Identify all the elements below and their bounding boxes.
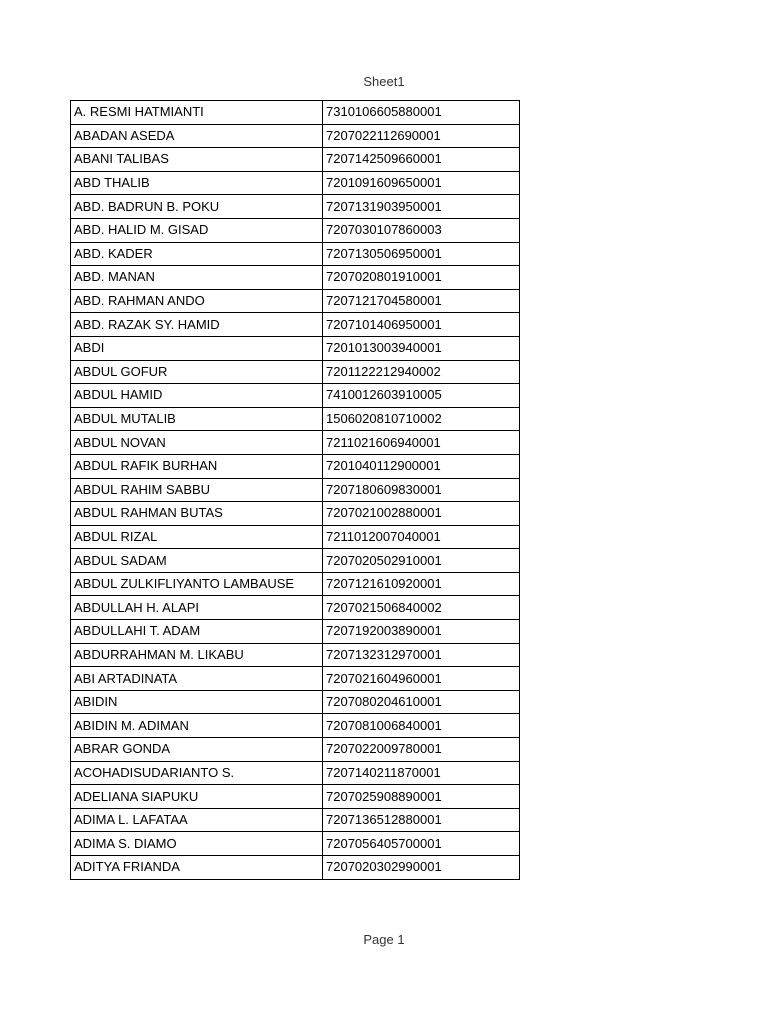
table-row	[71, 738, 520, 762]
name-cell: ABD. MANAN	[71, 266, 323, 290]
name-cell: ABDUL ZULKIFLIYANTO LAMBAUSE	[71, 572, 323, 596]
table-row	[71, 218, 520, 242]
table-row	[71, 336, 520, 360]
table-row	[71, 171, 520, 195]
nik-cell: 7211021606940001	[323, 431, 520, 455]
name-cell: ABDUL RAHMAN BUTAS	[71, 502, 323, 526]
name-cell: ADELIANA SIAPUKU	[71, 785, 323, 809]
name-cell: ABIDIN	[71, 690, 323, 714]
name-cell: ABDULLAHI T. ADAM	[71, 620, 323, 644]
table-row	[71, 785, 520, 809]
table-row	[71, 195, 520, 219]
nik-cell: 7207020302990001	[323, 856, 520, 880]
name-cell: ABDUL MUTALIB	[71, 407, 323, 431]
table-row	[71, 101, 520, 125]
table-row	[71, 384, 520, 408]
page-number: Page 1	[363, 932, 405, 947]
table-row	[71, 289, 520, 313]
table-row	[71, 690, 520, 714]
table-row	[71, 832, 520, 856]
name-cell: A. RESMI HATMIANTI	[71, 101, 323, 125]
name-cell: ACOHADISUDARIANTO S.	[71, 761, 323, 785]
table-row	[71, 124, 520, 148]
data-table	[70, 100, 520, 880]
table-row	[71, 148, 520, 172]
name-cell: ABD. RAHMAN ANDO	[71, 289, 323, 313]
sheet-title: Sheet1	[363, 74, 405, 89]
table-row	[71, 596, 520, 620]
nik-cell: 7207020801910001	[323, 266, 520, 290]
nik-cell: 7207130506950001	[323, 242, 520, 266]
table-row	[71, 431, 520, 455]
name-cell: ABD. KADER	[71, 242, 323, 266]
name-cell: ABDUL RAFIK BURHAN	[71, 454, 323, 478]
name-cell: ABD. RAZAK SY. HAMID	[71, 313, 323, 337]
name-cell: ABIDIN M. ADIMAN	[71, 714, 323, 738]
table-row	[71, 572, 520, 596]
nik-cell: 1506020810710002	[323, 407, 520, 431]
name-cell: ADITYA FRIANDA	[71, 856, 323, 880]
nik-cell: 7207142509660001	[323, 148, 520, 172]
table-row	[71, 856, 520, 880]
table-row	[71, 808, 520, 832]
table-row	[71, 502, 520, 526]
name-cell: ABI ARTADINATA	[71, 667, 323, 691]
nik-cell: 7207021604960001	[323, 667, 520, 691]
name-cell: ABDUL NOVAN	[71, 431, 323, 455]
name-cell: ABDUL RAHIM SABBU	[71, 478, 323, 502]
table-row	[71, 454, 520, 478]
nik-cell: 7207021506840002	[323, 596, 520, 620]
table-row	[71, 407, 520, 431]
name-cell: ABD THALIB	[71, 171, 323, 195]
nik-cell: 7207025908890001	[323, 785, 520, 809]
nik-cell: 7211012007040001	[323, 525, 520, 549]
name-cell: ABD. BADRUN B. POKU	[71, 195, 323, 219]
name-cell: ABD. HALID M. GISAD	[71, 218, 323, 242]
nik-cell: 7207192003890001	[323, 620, 520, 644]
name-cell: ABANI TALIBAS	[71, 148, 323, 172]
nik-cell: 7207101406950001	[323, 313, 520, 337]
name-cell: ABDUL SADAM	[71, 549, 323, 573]
name-cell: ABADAN ASEDA	[71, 124, 323, 148]
nik-cell: 7207020502910001	[323, 549, 520, 573]
table-row	[71, 266, 520, 290]
table-body	[71, 101, 520, 880]
nik-cell: 7207021002880001	[323, 502, 520, 526]
nik-cell: 7207022009780001	[323, 738, 520, 762]
nik-cell: 7207022112690001	[323, 124, 520, 148]
nik-cell: 7201013003940001	[323, 336, 520, 360]
table-row	[71, 761, 520, 785]
nik-cell: 7207121704580001	[323, 289, 520, 313]
nik-cell: 7207132312970001	[323, 643, 520, 667]
nik-cell: 7207131903950001	[323, 195, 520, 219]
nik-cell: 7207140211870001	[323, 761, 520, 785]
name-cell: ABDUL GOFUR	[71, 360, 323, 384]
name-cell: ABDUL RIZAL	[71, 525, 323, 549]
nik-cell: 7201040112900001	[323, 454, 520, 478]
nik-cell: 7310106605880001	[323, 101, 520, 125]
table-row	[71, 360, 520, 384]
nik-cell: 7207081006840001	[323, 714, 520, 738]
name-cell: ADIMA L. LAFATAA	[71, 808, 323, 832]
nik-cell: 7410012603910005	[323, 384, 520, 408]
name-cell: ABDUL HAMID	[71, 384, 323, 408]
table-row	[71, 478, 520, 502]
name-cell: ABDULLAH H. ALAPI	[71, 596, 323, 620]
nik-cell: 7201122212940002	[323, 360, 520, 384]
nik-cell: 7207136512880001	[323, 808, 520, 832]
table-row	[71, 549, 520, 573]
table-row	[71, 525, 520, 549]
nik-cell: 7201091609650001	[323, 171, 520, 195]
table-row	[71, 667, 520, 691]
nik-cell: 7207080204610001	[323, 690, 520, 714]
nik-cell: 7207030107860003	[323, 218, 520, 242]
table-row	[71, 714, 520, 738]
name-cell: ABDI	[71, 336, 323, 360]
table-row	[71, 643, 520, 667]
table-row	[71, 620, 520, 644]
table-row	[71, 313, 520, 337]
nik-cell: 7207056405700001	[323, 832, 520, 856]
name-cell: ABDURRAHMAN M. LIKABU	[71, 643, 323, 667]
nik-cell: 7207121610920001	[323, 572, 520, 596]
nik-cell: 7207180609830001	[323, 478, 520, 502]
table-row	[71, 242, 520, 266]
name-cell: ABRAR GONDA	[71, 738, 323, 762]
name-cell: ADIMA S. DIAMO	[71, 832, 323, 856]
